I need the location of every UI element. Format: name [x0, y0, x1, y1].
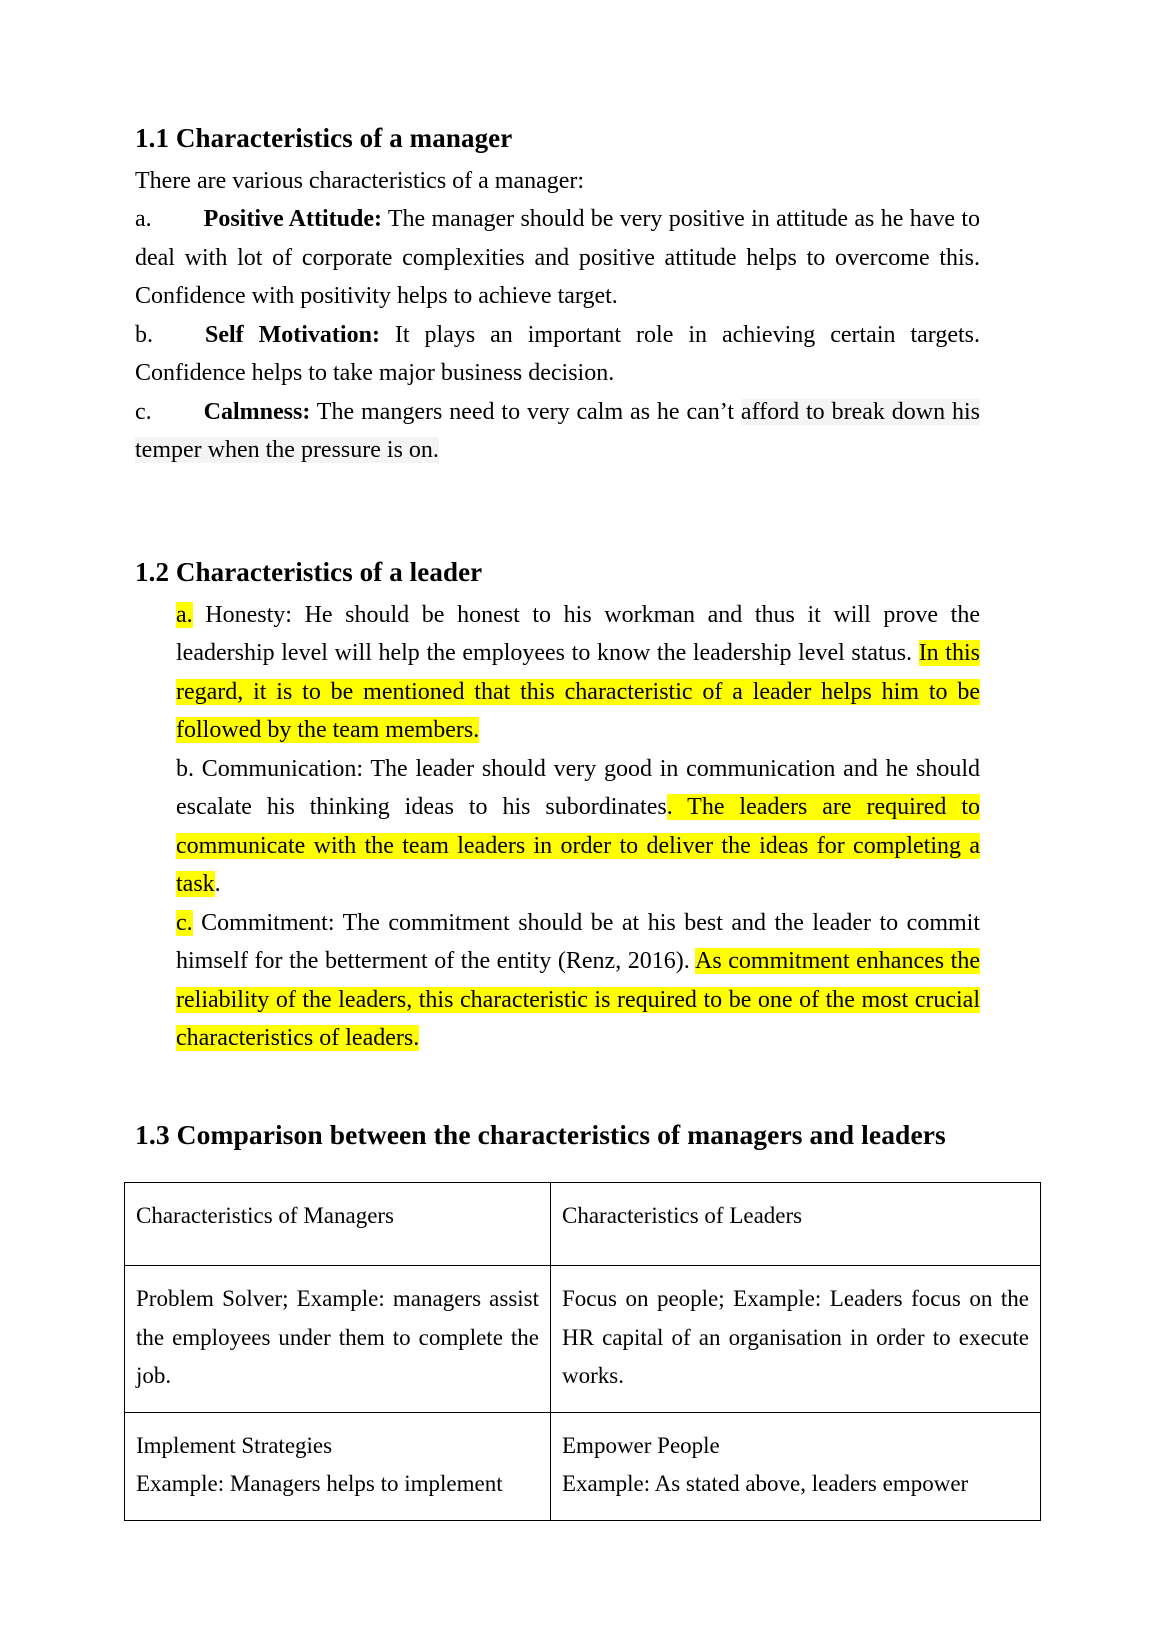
cell-line-example: Example: Managers helps to implement [136, 1471, 503, 1497]
list-marker-c: c. [135, 398, 152, 425]
term-positive-attitude: Positive Attitude: [203, 206, 382, 233]
description-communication-plain: Communication: The leader should very good in communication and he should escalate his thinking ideas to his subordinates [176, 755, 980, 820]
table-spacer [135, 1158, 980, 1182]
description-communication-tail: . [214, 871, 221, 897]
heading-section-1-1: 1.1 Characteristics of a manager [135, 123, 513, 153]
description-commitment-plain: Commitment: The commitment should be at his best and the leader to commit himself for the betterment of the entity (Renz, 2016). [176, 909, 980, 974]
list-marker-b: b. [135, 321, 153, 348]
table-header-leaders: Characteristics of Leaders [551, 1182, 1041, 1266]
table-cell-managers-problem-solver: Problem Solver; Example: managers assist the employees under them to complete the job. [125, 1266, 551, 1413]
heading-section-1-3: 1.3 Comparison between the characteristics of managers and leaders [135, 1118, 946, 1150]
description-positive-attitude: The manager should be very positive in attitude as he have to deal with lot of corporate complexities and positive attitude helps to overcome this. Confidence with positivity helps to achieve target. [135, 206, 980, 310]
document-content [135, 122, 1029, 1521]
table-cell-leaders-focus-on-people: Focus on people; Example: Leaders focus on the HR capital of an organisation in order to execute works. [551, 1266, 1041, 1413]
highlight-honesty: In this regard, it is to be mentioned that this characteristic of a leader helps him to be followed by the team members. [176, 640, 980, 743]
leader-characteristics-list [176, 596, 980, 1058]
list-item-manager-b [135, 316, 980, 393]
list-marker-a-highlighted: a. [176, 601, 193, 628]
table-row [125, 1412, 1041, 1520]
intro-paragraph-1-1: There are various characteristics of a manager: [135, 167, 585, 194]
list-marker-b: b. [176, 755, 194, 782]
table-cell-leaders-empower-people [551, 1412, 1041, 1520]
faint-highlight-calmness: afford to break down his temper when the pressure is on. [135, 398, 981, 464]
highlight-commitment: As commitment enhances the reliability of the leaders, this characteristic is required to be one of the most crucial characteristics of leaders. [176, 948, 980, 1051]
section-spacer [135, 1058, 980, 1118]
list-item-manager-a [135, 200, 980, 316]
list-item-leader-c [176, 904, 980, 1058]
cell-line-title: Implement Strategies [136, 1432, 333, 1458]
description-self-motivation: It plays an important role in achieving certain targets. Confidence helps to take major business decision. [135, 321, 980, 387]
table-row [125, 1266, 1041, 1413]
list-item-leader-b [176, 750, 980, 904]
table-cell-managers-implement-strategies [125, 1412, 551, 1520]
comparison-table [124, 1182, 1041, 1521]
section-spacer [135, 470, 980, 556]
table-header-row [125, 1182, 1041, 1266]
list-marker-a: a. [135, 206, 152, 233]
term-calmness: Calmness: [203, 398, 311, 425]
heading-section-1-2: 1.2 Characteristics of a leader [135, 556, 483, 587]
cell-line-title: Empower People [562, 1432, 720, 1458]
description-honesty-plain: Honesty: He should be honest to his workman and thus it will prove the leadership level will help the employees to know the leadership level status. [176, 601, 980, 666]
description-calmness: The mangers need to very calm as he can’t [310, 398, 741, 425]
term-self-motivation: Self Motivation: [205, 321, 380, 348]
table-header-managers: Characteristics of Managers [125, 1182, 551, 1266]
cell-line-example: Example: As stated above, leaders empower [562, 1471, 969, 1497]
highlight-communication: . The leaders are required to communicate with the team leaders in order to deliver the ideas for completing a task [176, 794, 980, 897]
list-item-leader-a [176, 596, 980, 750]
list-item-manager-c [135, 393, 980, 470]
list-marker-c-highlighted: c. [176, 909, 193, 936]
